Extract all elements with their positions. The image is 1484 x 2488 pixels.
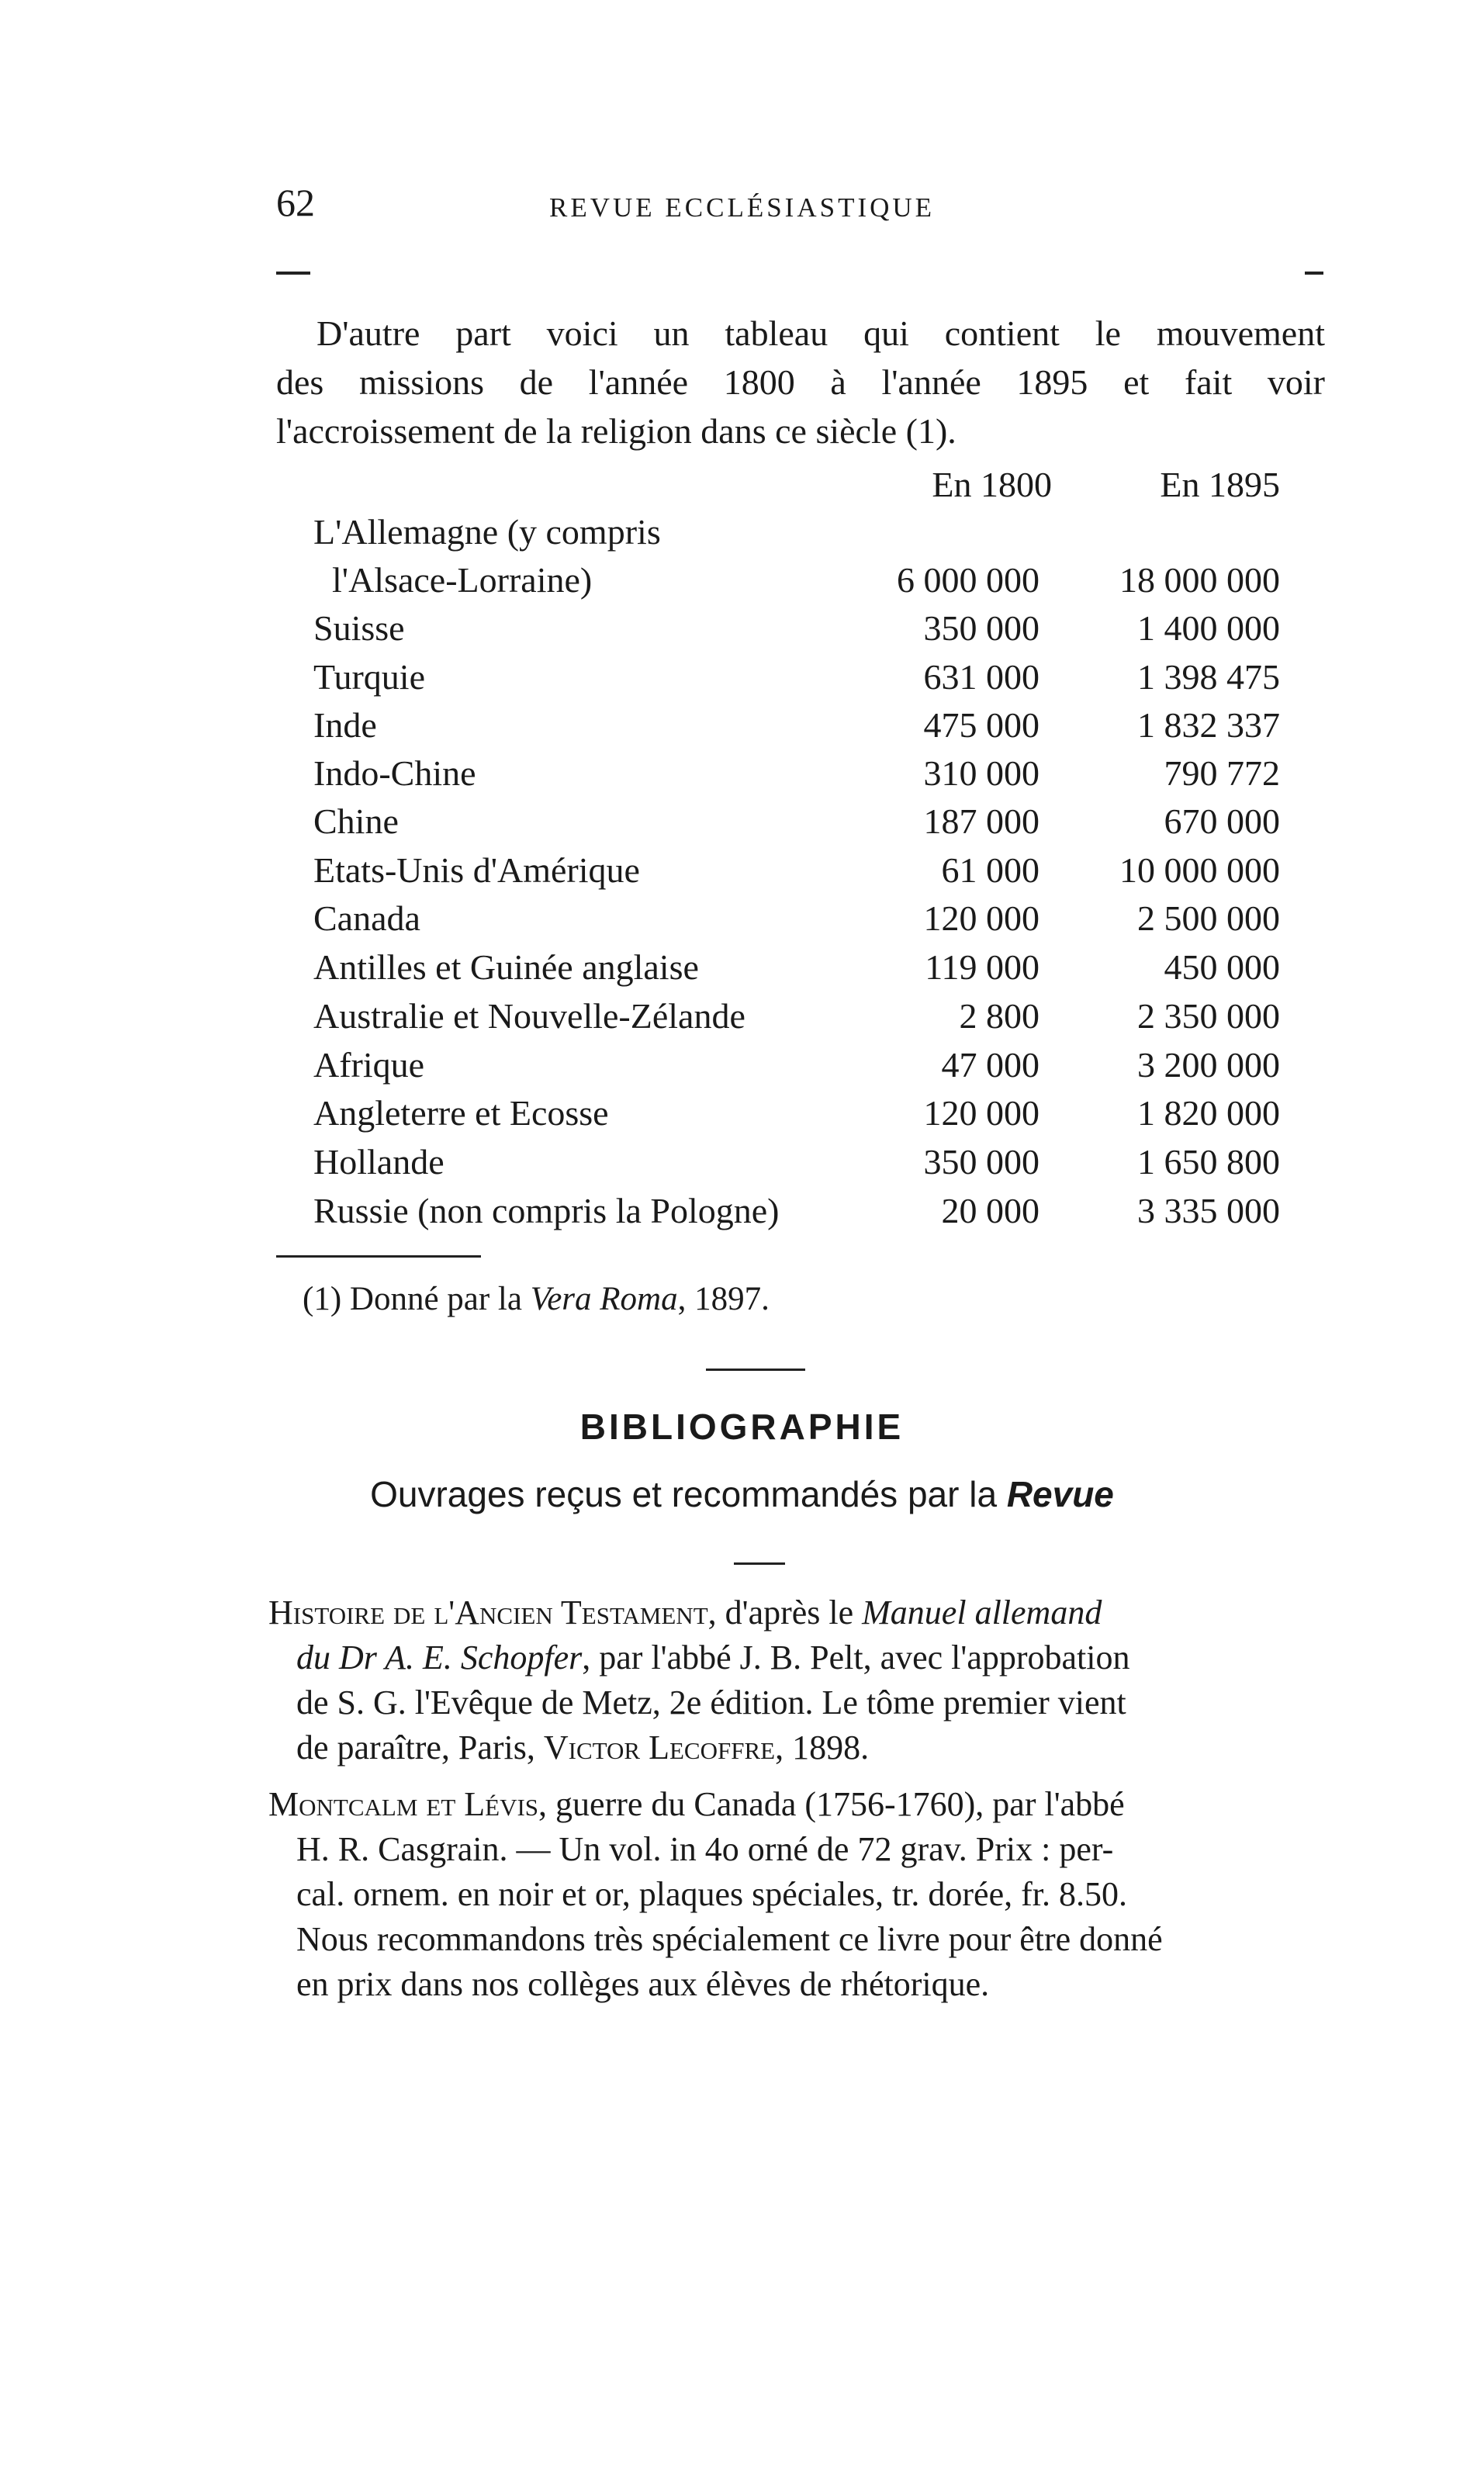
entry-line: cal. ornem. en noir et or, plaques spéciales, tr. dorée, fr. 8.50. [296, 1875, 1127, 1913]
table-cell-1895: 2 500 000 [1137, 898, 1280, 938]
table-cell-1895: 1 832 337 [1137, 705, 1280, 745]
table-cell-1800: 20 000 [941, 1191, 1039, 1230]
table-row-label: Suisse [313, 608, 405, 648]
entry-title: Histoire de l'Ancien Testament [268, 1593, 708, 1632]
entry-line: de paraître, Paris, Victor Lecoffre, 1898. [296, 1728, 870, 1767]
footnote-source-title: Vera Roma [530, 1281, 678, 1317]
table-cell-1895: 1 650 800 [1137, 1142, 1280, 1182]
table-cell-1800: 47 000 [941, 1045, 1039, 1085]
table-cell-1800: 120 000 [923, 1093, 1039, 1133]
table-row-label: l'Alsace-Lorraine) [332, 560, 593, 600]
entry-title: Montcalm et Lévis [268, 1785, 539, 1823]
entry-line: Montcalm et Lévis, guerre du Canada (1756-1760), par l'abbé [268, 1785, 1125, 1823]
table-cell-1895: 1 820 000 [1137, 1093, 1280, 1133]
intro-line-1: D'autre part voici un tableau qui contient le mouvement [317, 313, 1325, 353]
table-cell-1800: 187 000 [923, 801, 1039, 841]
table-row-label: Chine [313, 801, 399, 841]
column-header-1800: En 1800 [932, 465, 1052, 504]
table-cell-1895: 790 772 [1164, 753, 1280, 793]
table-cell-1800: 120 000 [923, 898, 1039, 938]
table-cell-1895: 670 000 [1164, 801, 1280, 841]
entry-line: du Dr A. E. Schopfer, par l'abbé J. B. Pelt, avec l'approbation [296, 1638, 1130, 1677]
column-header-1895: En 1895 [1160, 465, 1280, 504]
intro-line-3: l'accroissement de la religion dans ce siècle (1). [276, 411, 956, 451]
entry-line: H. R. Casgrain. — Un vol. in 4o orné de 72 grav. Prix : per- [296, 1830, 1114, 1868]
table-cell-1895: 1 398 475 [1137, 657, 1280, 697]
table-cell-1800: 119 000 [925, 947, 1039, 987]
table-cell-1800: 631 000 [923, 657, 1039, 697]
table-cell-1800: 61 000 [941, 850, 1039, 890]
page-number: 62 [276, 181, 315, 224]
footnote: (1) Donné par la Vera Roma, 1897. [303, 1281, 770, 1317]
table-cell-1895: 450 000 [1164, 947, 1280, 987]
entry-line: de S. G. l'Evêque de Metz, 2e édition. Le tôme premier vient [296, 1683, 1126, 1722]
table-row-label: Antilles et Guinée anglaise [313, 947, 699, 987]
table-cell-1895: 1 400 000 [1137, 608, 1280, 648]
table-cell-1895: 18 000 000 [1119, 560, 1280, 600]
footnote-rule [276, 1255, 481, 1258]
section-rule-bottom [734, 1562, 785, 1565]
table-cell-1800: 310 000 [923, 753, 1039, 793]
entry-line: en prix dans nos collèges aux élèves de rhétorique. [296, 1965, 990, 2003]
table-row-label: Russie (non compris la Pologne) [313, 1191, 780, 1230]
table-row-label: Turquie [313, 657, 425, 697]
table-cell-1895: 3 335 000 [1137, 1191, 1280, 1230]
table-cell-1895: 10 000 000 [1119, 850, 1280, 890]
entry-line: Histoire de l'Ancien Testament, d'après le Manuel allemand [268, 1593, 1102, 1632]
section-rule-top [706, 1369, 805, 1371]
table-row-label: Australie et Nouvelle-Zélande [313, 996, 745, 1036]
bibliography-subheading: Ouvrages reçus et recommandés par la Revue [370, 1474, 1114, 1514]
table-row-label: Afrique [313, 1045, 425, 1085]
table-cell-1895: 2 350 000 [1137, 996, 1280, 1036]
table-row-label: Hollande [313, 1142, 445, 1182]
table-cell-1800: 6 000 000 [897, 560, 1039, 600]
table-row-label: Etats-Unis d'Amérique [313, 850, 640, 890]
header-dash-right [1305, 272, 1323, 275]
table-cell-1800: 350 000 [923, 608, 1039, 648]
table-cell-1800: 2 800 [959, 996, 1039, 1036]
bibliography-heading: BIBLIOGRAPHIE [579, 1407, 905, 1447]
table-row-label: Canada [313, 898, 420, 938]
table-row-label: Indo-Chine [313, 753, 476, 793]
table-row-label: Angleterre et Ecosse [313, 1093, 609, 1133]
table-cell-1895: 3 200 000 [1137, 1045, 1280, 1085]
header-dash-left [276, 272, 310, 275]
table-cell-1800: 475 000 [923, 705, 1039, 745]
intro-line-2: des missions de l'année 1800 à l'année 1895 et fait voir [276, 362, 1325, 402]
table-row-label: L'Allemagne (y compris [313, 512, 661, 552]
running-title: REVUE ECCLÉSIASTIQUE [548, 192, 936, 223]
table-cell-1800: 350 000 [923, 1142, 1039, 1182]
table-row-label: Inde [313, 705, 377, 745]
entry-line: Nous recommandons très spécialement ce livre pour être donné [296, 1920, 1163, 1958]
